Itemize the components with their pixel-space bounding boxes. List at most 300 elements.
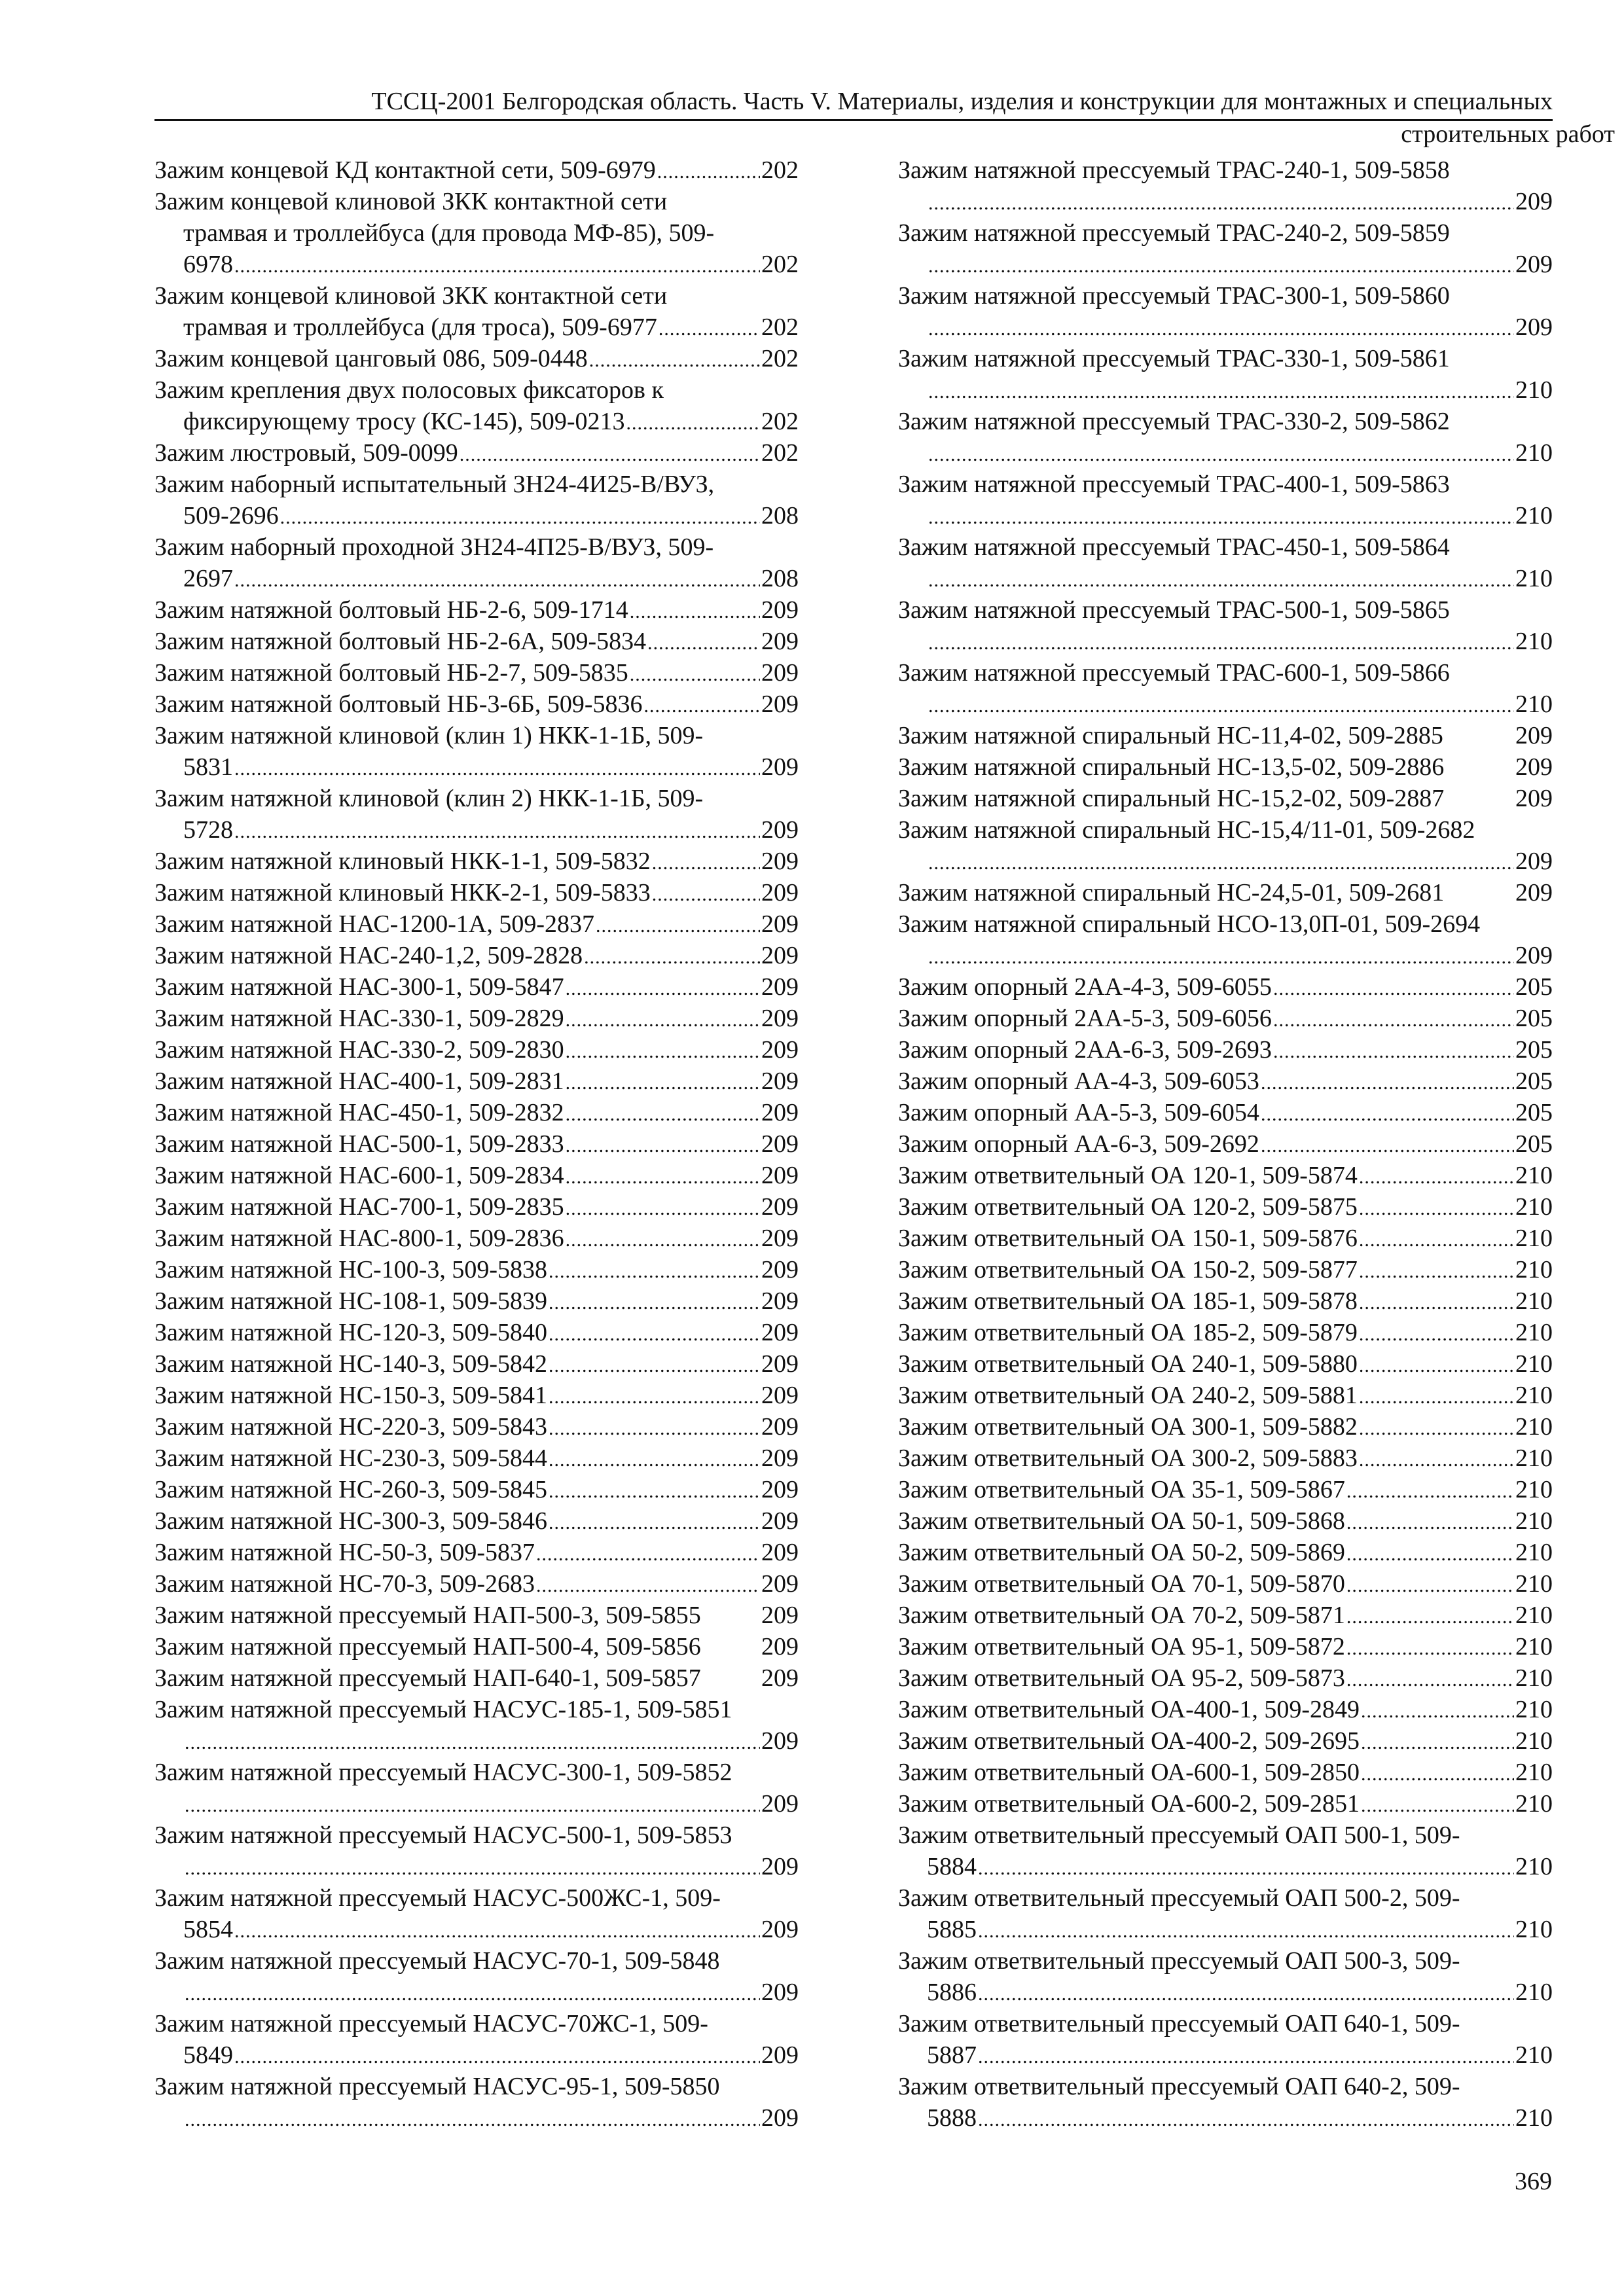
index-entry [898, 1285, 1553, 1317]
index-entry [154, 343, 799, 374]
dot-leader [644, 689, 760, 722]
dot-leader [630, 594, 760, 628]
entry-continuation [154, 2102, 799, 2134]
entry-text: Зажим ответвительный ОА 70-2, 509-5871 [898, 1602, 1345, 1629]
entry-text: Зажим натяжной прессуемый НАСУС-95-1, 509-5850 [154, 2073, 720, 2100]
dot-leader [566, 1160, 760, 1193]
index-entry [898, 1034, 1553, 1066]
entry-text: Зажим ответвительный прессуемый ОАП 500-3, 509- [898, 1947, 1460, 1975]
entry-continuation [154, 249, 799, 280]
entry-continuation [154, 814, 799, 846]
entry-text: Зажим натяжной НАС-1200-1А, 509-2837 [154, 910, 595, 938]
entry-continuation [154, 312, 799, 343]
entry-continuation [898, 563, 1553, 594]
entry-page-number: 209 [761, 1727, 799, 1755]
entry-page-number: 209 [761, 1507, 799, 1535]
entry-text: Зажим ответвительный ОА 50-2, 509-5869 [898, 1539, 1345, 1566]
dot-leader [549, 1474, 760, 1507]
index-entry [154, 1411, 799, 1443]
index-entry [154, 1191, 799, 1223]
entry-text: Зажим ответвительный прессуемый ОАП 640-1, 509- [898, 2010, 1460, 2037]
index-entry [154, 531, 799, 563]
dot-leader [185, 2102, 760, 2136]
entry-continuation [154, 500, 799, 531]
entry-page-number: 208 [761, 565, 799, 592]
entry-page-number: 210 [1515, 1602, 1553, 1629]
dot-leader [566, 1097, 760, 1130]
dot-leader [185, 1725, 760, 1759]
dot-leader [928, 689, 1514, 722]
entry-page-number: 205 [1515, 1099, 1553, 1126]
entry-text-continuation: фиксирующему тросу (КС-145), 509-0213 [183, 408, 625, 435]
index-entry [154, 1348, 799, 1380]
index-entry [154, 1662, 799, 1694]
dot-leader [234, 563, 760, 596]
entry-continuation [154, 1851, 799, 1882]
entry-text: Зажим натяжной клиновой (клин 1) НКК-1-1Б, 509- [154, 722, 704, 749]
index-entry [154, 1757, 799, 1788]
index-entry [154, 1443, 799, 1474]
entry-page-number: 210 [1515, 1193, 1553, 1221]
entry-text: Зажим натяжной болтовый НБ-2-6А, 509-5834 [154, 628, 647, 655]
entry-text: Зажим ответвительный ОА 95-2, 509-5873 [898, 1664, 1345, 1692]
entry-text: Зажим концевой клиновой ЗКК контактной сети [154, 188, 668, 215]
entry-text: Зажим ответвительный ОА 120-1, 509-5874 [898, 1162, 1358, 1189]
index-entry [154, 374, 799, 406]
entry-continuation [898, 626, 1553, 657]
running-header [154, 86, 1553, 121]
entry-page-number: 210 [1515, 502, 1553, 529]
index-entry [898, 2071, 1553, 2102]
dot-leader [928, 374, 1514, 408]
entry-text: Зажим натяжной клиновой (клин 2) НКК-1-1Б, 509- [154, 785, 704, 812]
entry-page-number: 205 [1515, 1036, 1553, 1064]
index-entry [898, 751, 1553, 783]
entry-text: Зажим натяжной НАС-330-1, 509-2829 [154, 1005, 564, 1032]
entry-text: Зажим натяжной прессуемый ТРАС-240-1, 509-5858 [898, 156, 1450, 184]
entry-text: Зажим опорный 2АА-4-3, 509-6055 [898, 973, 1272, 1001]
entry-text: Зажим опорный АА-5-3, 509-6054 [898, 1099, 1259, 1126]
dot-leader [1359, 1223, 1514, 1256]
index-entry [154, 594, 799, 626]
index-entry [154, 1474, 799, 1505]
dot-leader [652, 846, 760, 879]
index-entry [898, 1725, 1553, 1757]
entry-text: Зажим ответвительный ОА-600-1, 509-2850 [898, 1759, 1360, 1786]
entry-page-number: 209 [1515, 314, 1553, 341]
entry-page-number: 209 [761, 848, 799, 875]
dot-leader [1273, 971, 1514, 1005]
entry-page-number: 210 [1515, 1853, 1553, 1880]
index-entry [898, 1066, 1553, 1097]
entry-page-number: 210 [1515, 691, 1553, 718]
entry-text-continuation: трамвая и троллейбуса (для провода МФ-85), 509- [183, 219, 715, 247]
dot-leader [1346, 1631, 1514, 1664]
entry-continuation [154, 1725, 799, 1757]
entry-page-number: 210 [1515, 2104, 1553, 2132]
entry-page-number: 209 [761, 1444, 799, 1472]
entry-page-number: 209 [761, 596, 799, 624]
entry-text-continuation: 5849 [183, 2041, 233, 2069]
entry-text-continuation: 5854 [183, 1916, 233, 1943]
entry-text: Зажим натяжной НС-70-3, 509-2683 [154, 1570, 535, 1598]
index-entry [154, 1600, 799, 1631]
index-entry [154, 846, 799, 877]
entry-text: Зажим натяжной прессуемый ТРАС-300-1, 509-5860 [898, 282, 1450, 310]
index-entry [898, 2008, 1553, 2039]
entry-page-number: 209 [1515, 942, 1553, 969]
entry-page-number: 209 [1515, 722, 1553, 749]
dot-leader [549, 1411, 760, 1444]
entry-text: Зажим крепления двух полосовых фиксаторов к [154, 376, 664, 404]
entry-page-number: 210 [1515, 1759, 1553, 1786]
dot-leader [549, 1285, 760, 1319]
dot-leader [1359, 1160, 1514, 1193]
dot-leader [1359, 1411, 1514, 1444]
dot-leader [630, 657, 760, 691]
index-entry [898, 1128, 1553, 1160]
entry-page-number: 209 [761, 1916, 799, 1943]
dot-leader [1359, 1443, 1514, 1476]
dot-leader [978, 1851, 1514, 1884]
index-entry [898, 1600, 1553, 1631]
entry-page-number: 202 [761, 439, 799, 467]
entry-page-number: 210 [1515, 1979, 1553, 2006]
dot-leader [1261, 1066, 1514, 1099]
entry-text: Зажим концевой КД контактной сети, 509-6979 [154, 156, 656, 184]
dot-leader [928, 626, 1514, 659]
entry-text-continuation: 5884 [927, 1853, 977, 1880]
entry-page-number: 209 [761, 1350, 799, 1378]
index-entry [898, 908, 1553, 940]
entry-text: Зажим натяжной прессуемый ТРАС-400-1, 509-5863 [898, 471, 1450, 498]
entry-continuation [898, 249, 1553, 280]
entry-text: Зажим натяжной прессуемый ТРАС-240-2, 509-5859 [898, 219, 1450, 247]
entry-continuation [898, 689, 1553, 720]
entry-text: Зажим ответвительный ОА 50-1, 509-5868 [898, 1507, 1345, 1535]
entry-continuation [154, 751, 799, 783]
entry-text: Зажим натяжной болтовый НБ-2-7, 509-5835 [154, 659, 628, 687]
dot-leader [1261, 1128, 1514, 1162]
dot-leader [566, 1034, 760, 1067]
entry-text: Зажим натяжной прессуемый ТРАС-500-1, 509-5865 [898, 596, 1450, 624]
entry-text: Зажим натяжной болтовый НБ-2-6, 509-1714 [154, 596, 628, 624]
entry-page-number: 209 [761, 1130, 799, 1158]
entry-page-number: 209 [761, 1287, 799, 1315]
entry-text-continuation: 509-2696 [183, 502, 279, 529]
entry-text: Зажим натяжной спиральный НС-15,2-02, 509-2887 [898, 785, 1445, 812]
entry-text: Зажим натяжной прессуемый НАСУС-70-1, 509-5848 [154, 1947, 720, 1975]
index-entry [154, 1694, 799, 1725]
entry-text: Зажим натяжной прессуемый НАСУС-500-1, 509-5853 [154, 1821, 732, 1849]
entry-text: Зажим ответвительный ОА 300-1, 509-5882 [898, 1413, 1358, 1441]
entry-page-number: 210 [1515, 1382, 1553, 1409]
entry-text: Зажим натяжной НС-108-1, 509-5839 [154, 1287, 548, 1315]
index-entry [898, 1443, 1553, 1474]
dot-leader [1361, 1757, 1514, 1790]
entry-text: Зажим натяжной прессуемый НАСУС-185-1, 509-5851 [154, 1696, 732, 1723]
dot-leader [234, 249, 760, 282]
dot-leader [978, 2102, 1514, 2136]
entry-page-number: 209 [761, 1036, 799, 1064]
entry-page-number: 209 [761, 879, 799, 906]
entry-text: Зажим натяжной спиральный НС-11,4-02, 509-2885 [898, 722, 1443, 749]
dot-leader [1359, 1191, 1514, 1225]
dot-leader [657, 154, 760, 188]
entry-page-number: 209 [761, 628, 799, 655]
entry-page-number: 209 [761, 1067, 799, 1095]
index-entry [154, 1066, 799, 1097]
dot-leader [1361, 1694, 1514, 1727]
entry-page-number: 209 [761, 691, 799, 718]
entry-page-number: 209 [761, 942, 799, 969]
entry-page-number: 209 [761, 973, 799, 1001]
index-entry [154, 908, 799, 940]
index-entry [898, 1254, 1553, 1285]
entry-text: Зажим натяжной НС-220-3, 509-5843 [154, 1413, 548, 1441]
entry-text: Зажим опорный 2АА-5-3, 509-6056 [898, 1005, 1272, 1032]
entry-text: Зажим натяжной НС-260-3, 509-5845 [154, 1476, 548, 1503]
index-entry [898, 1882, 1553, 1914]
index-entry [154, 469, 799, 500]
entry-text: Зажим натяжной НАС-400-1, 509-2831 [154, 1067, 564, 1095]
entry-page-number: 210 [1515, 1287, 1553, 1315]
entry-page-number: 210 [1515, 628, 1553, 655]
dot-leader [647, 626, 760, 659]
entry-text: Зажим натяжной спиральный НС-24,5-01, 509-2681 [898, 879, 1445, 906]
entry-page-number: 209 [761, 1979, 799, 2006]
entry-text: Зажим натяжной спиральный НС-13,5-02, 509-2886 [898, 753, 1445, 781]
dot-leader [536, 1537, 760, 1570]
entry-page-number: 205 [1515, 1067, 1553, 1095]
entry-page-number: 210 [1515, 1633, 1553, 1660]
entry-text-continuation: 5888 [927, 2104, 977, 2132]
entry-text: Зажим опорный АА-6-3, 509-2692 [898, 1130, 1259, 1158]
entry-text-continuation: 2697 [183, 565, 233, 592]
index-entry [898, 1097, 1553, 1128]
index-entry [898, 783, 1553, 814]
entry-text: Зажим наборный проходной ЗН24-4П25-В/ВУЗ, 509- [154, 533, 714, 561]
dot-leader [1359, 1317, 1514, 1350]
entry-continuation [898, 940, 1553, 971]
entry-page-number: 209 [1515, 879, 1553, 906]
dot-leader [1346, 1600, 1514, 1633]
dot-leader [928, 249, 1514, 282]
dot-leader [1346, 1537, 1514, 1570]
entry-text: Зажим ответвительный ОА-600-2, 509-2851 [898, 1790, 1360, 1818]
dot-leader [549, 1380, 760, 1413]
dot-leader [928, 500, 1514, 533]
dot-leader [549, 1254, 760, 1287]
index-entry [154, 971, 799, 1003]
dot-leader [928, 940, 1514, 973]
dot-leader [566, 1066, 760, 1099]
entry-page-number: 209 [761, 2041, 799, 2069]
dot-leader [589, 343, 760, 376]
entry-text: Зажим ответвительный ОА 240-2, 509-5881 [898, 1382, 1358, 1409]
dot-leader [1359, 1254, 1514, 1287]
index-column-left [154, 154, 799, 2134]
entry-text: Зажим натяжной НС-140-3, 509-5842 [154, 1350, 548, 1378]
index-entry [898, 1694, 1553, 1725]
index-entry [898, 657, 1553, 689]
entry-text: Зажим опорный АА-4-3, 509-6053 [898, 1067, 1259, 1095]
dot-leader [584, 940, 760, 973]
entry-page-number: 209 [761, 1005, 799, 1032]
index-entry [154, 720, 799, 751]
entry-page-number: 209 [761, 1790, 799, 1818]
index-entry [898, 1223, 1553, 1254]
entry-page-number: 209 [761, 1853, 799, 1880]
index-entry [898, 1945, 1553, 1977]
entry-page-number: 209 [761, 1602, 799, 1629]
entry-text-continuation: 5885 [927, 1916, 977, 1943]
entry-text: Зажим концевой цанговый 086, 509-0448 [154, 345, 588, 372]
header-title-continuation: строительных работ [1401, 120, 1615, 148]
entry-page-number: 209 [761, 1476, 799, 1503]
entry-page-number: 209 [761, 1664, 799, 1692]
entry-text: Зажим натяжной спиральный НС-15,4/11-01, 509-2682 [898, 816, 1475, 844]
entry-page-number: 210 [1515, 1727, 1553, 1755]
entry-page-number: 208 [761, 502, 799, 529]
entry-page-number: 205 [1515, 973, 1553, 1001]
index-entry [154, 1128, 799, 1160]
entry-text: Зажим натяжной прессуемый НАСУС-500ЖС-1, 509- [154, 1884, 721, 1912]
entry-text: Зажим натяжной НС-230-3, 509-5844 [154, 1444, 548, 1472]
entry-text: Зажим натяжной прессуемый НАСУС-300-1, 509-5852 [154, 1759, 732, 1786]
index-entry [154, 1317, 799, 1348]
entry-text: Зажим ответвительный ОА 70-1, 509-5870 [898, 1570, 1345, 1598]
index-entry [154, 1537, 799, 1568]
entry-text: Зажим ответвительный ОА 240-1, 509-5880 [898, 1350, 1358, 1378]
index-entry [898, 877, 1553, 908]
entry-text: Зажим натяжной НАС-450-1, 509-2832 [154, 1099, 564, 1126]
index-entry [154, 1160, 799, 1191]
entry-page-number: 202 [761, 314, 799, 341]
entry-page-number: 210 [1515, 1319, 1553, 1346]
index-entry [898, 1662, 1553, 1694]
index-entry [154, 1254, 799, 1285]
index-entry [898, 971, 1553, 1003]
dot-leader [1261, 1097, 1514, 1130]
dot-leader [549, 1443, 760, 1476]
index-entry [898, 1788, 1553, 1820]
entry-text: Зажим ответвительный прессуемый ОАП 500-2, 509- [898, 1884, 1460, 1912]
entry-text: Зажим натяжной НАС-500-1, 509-2833 [154, 1130, 564, 1158]
entry-text: Зажим натяжной НС-100-3, 509-5838 [154, 1256, 548, 1283]
index-entry [154, 877, 799, 908]
dot-leader [626, 406, 760, 439]
entry-page-number: 210 [1515, 439, 1553, 467]
dot-leader [1346, 1505, 1514, 1539]
entry-continuation [898, 312, 1553, 343]
entry-text: Зажим ответвительный прессуемый ОАП 640-2, 509- [898, 2073, 1460, 2100]
entry-text: Зажим натяжной прессуемый НАП-500-4, 509-5856 [154, 1633, 701, 1660]
index-entry [898, 1820, 1553, 1851]
entry-page-number: 209 [1515, 251, 1553, 278]
entry-page-number: 210 [1515, 376, 1553, 404]
entry-page-number: 210 [1515, 1570, 1553, 1598]
entry-continuation [898, 2102, 1553, 2134]
index-entry [154, 689, 799, 720]
dot-leader [928, 846, 1514, 879]
dot-leader [596, 908, 760, 942]
entry-page-number: 202 [761, 408, 799, 435]
index-entry [154, 2008, 799, 2039]
entry-page-number: 209 [761, 1256, 799, 1283]
dot-leader [185, 1851, 760, 1884]
entry-page-number: 210 [1515, 1444, 1553, 1472]
entry-page-number: 209 [761, 1633, 799, 1660]
index-entry [154, 657, 799, 689]
dot-leader [652, 877, 760, 910]
index-entry [154, 1003, 799, 1034]
dot-leader [549, 1317, 760, 1350]
dot-leader [1361, 1788, 1514, 1821]
entry-page-number: 209 [761, 1193, 799, 1221]
index-entry [154, 783, 799, 814]
entry-text: Зажим натяжной клиновый НКК-2-1, 509-5833 [154, 879, 651, 906]
entry-page-number: 209 [761, 1099, 799, 1126]
entry-page-number: 209 [761, 1382, 799, 1409]
index-entry [898, 814, 1553, 846]
entry-text-continuation: 6978 [183, 251, 233, 278]
dot-leader [185, 1788, 760, 1821]
entry-continuation [898, 1977, 1553, 2008]
index-entry [898, 1505, 1553, 1537]
entry-text-continuation: 5887 [927, 2041, 977, 2069]
entry-text-continuation: 5831 [183, 753, 233, 781]
entry-text: Зажим ответвительный ОА 150-1, 509-5876 [898, 1225, 1358, 1252]
index-entry [154, 1820, 799, 1851]
entry-page-number: 205 [1515, 1130, 1553, 1158]
entry-text: Зажим ответвительный ОА 185-1, 509-5878 [898, 1287, 1358, 1315]
index-entry [898, 1348, 1553, 1380]
entry-page-number: 209 [761, 1539, 799, 1566]
entry-text: Зажим натяжной НАС-240-1,2, 509-2828 [154, 942, 583, 969]
entry-page-number: 209 [1515, 848, 1553, 875]
index-entry [898, 406, 1553, 437]
index-entry [154, 1034, 799, 1066]
entry-page-number: 202 [761, 156, 799, 184]
index-column-right [898, 154, 1553, 2134]
dot-leader [566, 1003, 760, 1036]
entry-text: Зажим ответвительный ОА-400-2, 509-2695 [898, 1727, 1360, 1755]
entry-text: Зажим ответвительный прессуемый ОАП 500-1, 509- [898, 1821, 1460, 1849]
dot-leader [549, 1348, 760, 1382]
entry-text: Зажим натяжной НАС-800-1, 509-2836 [154, 1225, 564, 1252]
entry-page-number: 205 [1515, 1005, 1553, 1032]
entry-continuation [898, 846, 1553, 877]
dot-leader [234, 814, 760, 848]
dot-leader [1359, 1285, 1514, 1319]
entry-page-number: 210 [1515, 565, 1553, 592]
index-entry [898, 469, 1553, 500]
entry-continuation [154, 1788, 799, 1820]
entry-text: Зажим натяжной НАС-330-2, 509-2830 [154, 1036, 564, 1064]
index-entry [898, 1568, 1553, 1600]
entry-page-number: 210 [1515, 1413, 1553, 1441]
entry-page-number: 210 [1515, 1664, 1553, 1692]
entry-continuation [898, 374, 1553, 406]
index-entry [898, 531, 1553, 563]
entry-page-number: 209 [761, 659, 799, 687]
entry-text: Зажим натяжной НС-300-3, 509-5846 [154, 1507, 548, 1535]
entry-text-continuation: 5728 [183, 816, 233, 844]
entry-page-number: 209 [1515, 753, 1553, 781]
index-entry [898, 594, 1553, 626]
entry-page-number: 209 [1515, 785, 1553, 812]
